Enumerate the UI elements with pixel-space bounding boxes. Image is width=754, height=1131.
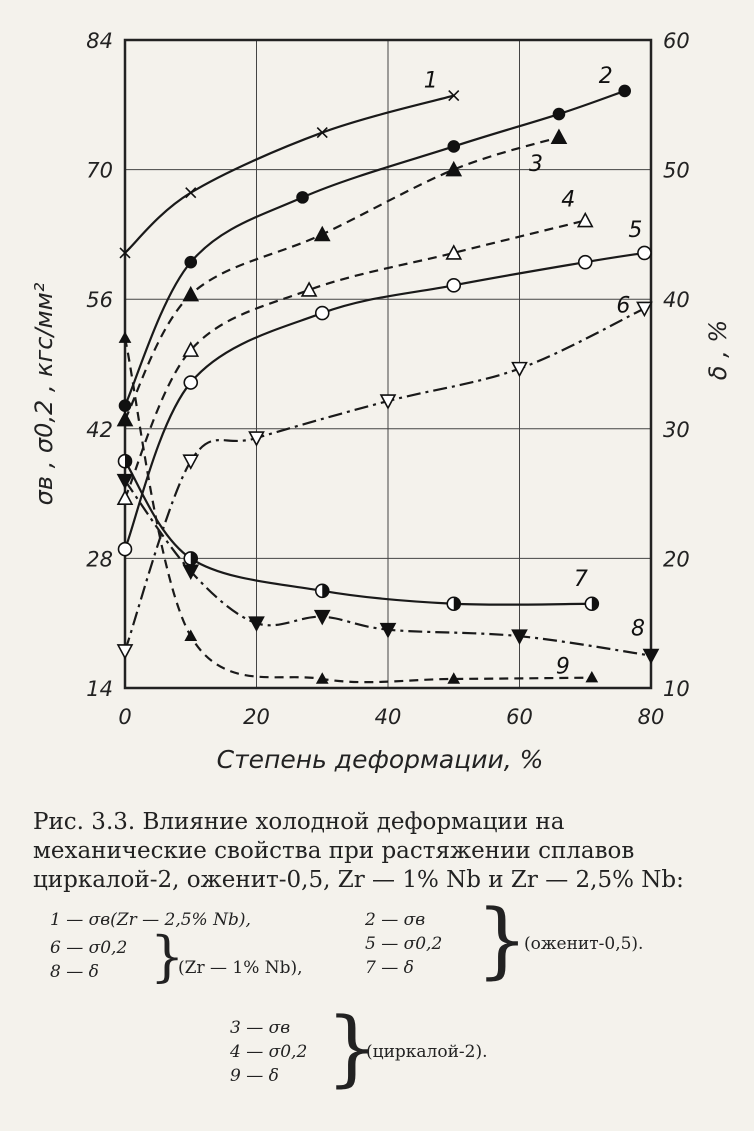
data-point [578,214,592,227]
y-left-tick-label: 42 [86,417,113,442]
series-label: 2 [598,63,613,89]
legend-group-zr-1-nb [50,936,127,984]
data-point [119,543,132,556]
data-point [302,283,316,296]
x-tick-label: 20 [243,705,270,729]
data-point [120,333,130,342]
legend-row: 2 — σв [365,910,426,930]
series-line [125,96,454,253]
data-point [185,257,196,268]
legend-group-zircaloy [230,1016,307,1088]
data-point [448,141,459,152]
data-point [118,491,132,504]
legend-brace: } [476,893,529,988]
y-right-tick-label: 30 [663,417,690,442]
series-label: 4 [561,187,576,213]
legend-row: 9 — δ [230,1066,279,1086]
data-point [118,413,132,426]
series-label: 3 [528,152,543,178]
legend-row: 8 — δ [50,962,99,982]
series-label: 6 [616,293,631,319]
x-tick-label: 80 [637,705,665,729]
data-point [317,128,327,138]
legend-label-zircaloy: (циркалой-2). [366,1042,488,1062]
x-tick-label: 40 [374,705,402,729]
data-point [638,246,651,259]
data-point [552,130,566,143]
legend-row: 6 — σ0,2 [50,938,128,958]
data-point [619,85,630,96]
y-left-tick-label: 56 [86,288,113,313]
data-point [316,584,329,597]
data-point [119,455,132,468]
series-label: 1 [423,68,438,94]
legend-group-ozhenit [365,908,442,980]
data-point [513,363,527,376]
series-line [125,91,625,406]
y-right-tick-label: 20 [663,547,690,572]
y-right-tick-label: 60 [663,29,690,53]
legend-row: 5 — σ0,2 [365,934,443,954]
data-point [118,645,132,658]
data-point [184,552,197,565]
legend-brace: } [150,925,185,988]
y-right-tick-label: 40 [663,288,690,313]
series-label: 9 [555,654,570,680]
legend-brace: } [326,1001,379,1096]
data-point [120,400,131,411]
y-left-tick-label: 84 [86,29,113,53]
figure-caption: Рис. 3.3. Влияние холодной деформации на механические свойства при растяжении сплавов циркалой-2, оженит-0,5, Zr — 1% Nb и Zr — 2,5% Nb: [33,809,684,893]
y-left-tick-label: 28 [86,547,113,572]
y-left-axis-label: σв , σ0,2 , кгс/мм² [30,282,58,506]
y-left-tick-label: 14 [86,677,113,701]
data-point [184,455,198,468]
series-line [125,461,592,605]
data-point [447,279,460,292]
series-label: 7 [573,566,588,592]
series-7 [119,455,599,611]
gridlines [125,40,651,688]
legend-row: 4 — σ0,2 [230,1042,308,1062]
y-right-axis-label: δ , % [704,319,732,381]
legend-row: 7 — δ [365,958,414,978]
series-label: 5 [628,217,643,243]
x-axis-label: Степень деформации, % [216,745,544,774]
legend-row: 3 — σв [230,1018,291,1038]
data-point [297,192,308,203]
data-point [315,227,329,240]
series-label: 8 [631,616,645,642]
legend-row: 1 — σв(Zr — 2,5% Nb), [50,910,251,930]
legend-label-ozhenit: (оженит-0,5). [524,934,644,954]
legend-label-zr-1-nb: (Zr — 1% Nb), [178,958,303,978]
data-point [186,188,196,198]
series-1 [120,69,459,258]
data-point [637,302,651,315]
x-tick-label: 0 [118,705,132,729]
data-point [315,611,329,624]
data-point [579,256,592,269]
y-right-tick-label: 10 [663,677,690,701]
data-point [553,109,564,120]
data-point [644,650,658,663]
data-point [316,307,329,320]
data-point [184,288,198,301]
x-tick-label: 60 [506,705,533,729]
data-point [186,631,196,640]
y-left-tick-label: 70 [86,158,113,183]
data-point [118,475,132,488]
data-point [585,597,598,610]
data-point [447,597,460,610]
y-right-tick-label: 50 [663,158,690,183]
data-point [587,673,597,682]
data-point [184,376,197,389]
